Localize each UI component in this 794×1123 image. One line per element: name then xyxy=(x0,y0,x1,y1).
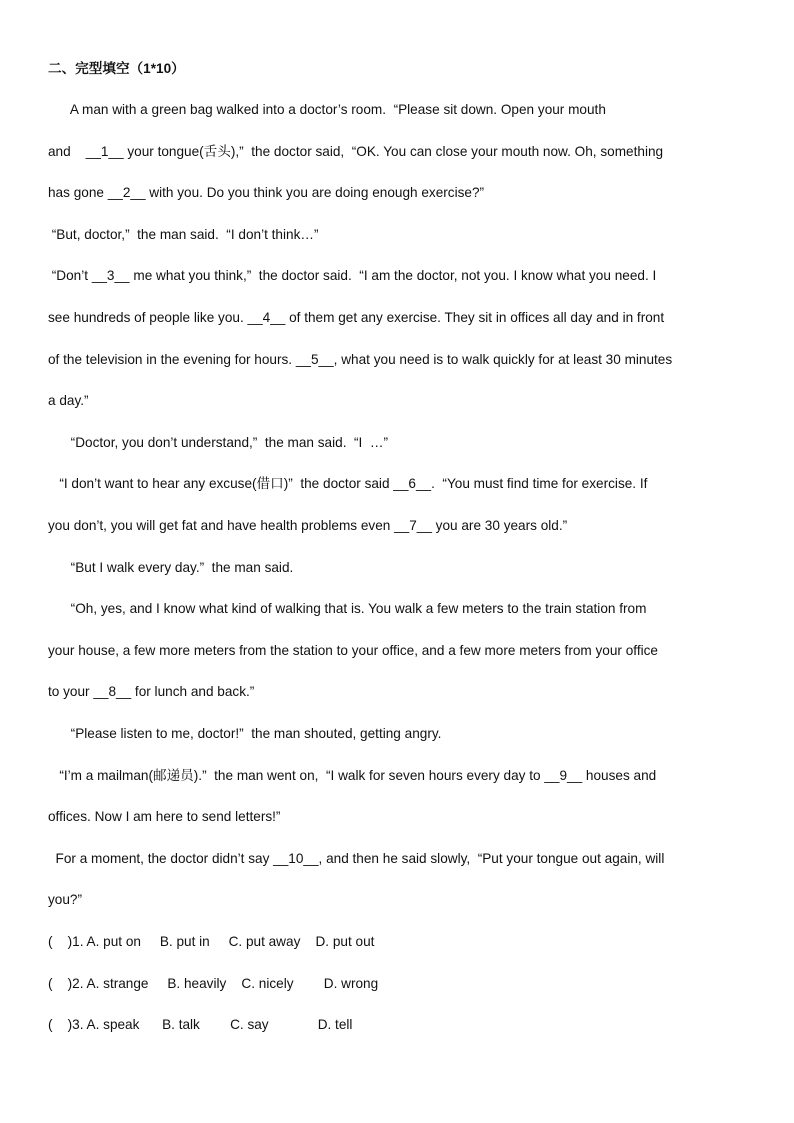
passage-line: “I don’t want to hear any excuse(借口)” the doctor said __6__. “You must find time for exercise. If xyxy=(48,476,648,491)
passage-line: “Please listen to me, doctor!” the man shouted, getting angry. xyxy=(48,726,442,741)
section-title: 二、完型填空（1*10） xyxy=(48,61,185,76)
passage-line: and __1__ your tongue(舌头),” the doctor said, “OK. You can close your mouth now. Oh, something xyxy=(48,144,664,159)
passage-line: For a moment, the doctor didn’t say __10__, and then he said slowly, “Put your tongue out again, will xyxy=(48,851,665,866)
passage-line: has gone __2__ with you. Do you think you are doing enough exercise?” xyxy=(48,185,485,200)
passage-line: you?” xyxy=(48,892,83,907)
passage-line: offices. Now I am here to send letters!” xyxy=(48,809,281,824)
passage-line: “Oh, yes, and I know what kind of walking that is. You walk a few meters to the train station from xyxy=(48,601,647,616)
passage-line: a day.” xyxy=(48,393,89,408)
passage-line: A man with a green bag walked into a doctor’s room. “Please sit down. Open your mouth xyxy=(48,102,606,117)
passage-line: “Don’t __3__ me what you think,” the doctor said. “I am the doctor, not you. I know what you need. I xyxy=(48,268,657,283)
passage-line: to your __8__ for lunch and back.” xyxy=(48,684,255,699)
passage-line: “I’m a mailman(邮递员).” the man went on, “I walk for seven hours every day to __9__ houses and xyxy=(48,768,657,783)
passage-line: of the television in the evening for hours. __5__, what you need is to walk quickly for at least 30 minutes xyxy=(48,352,673,367)
question-1: ( )1. A. put on B. put in C. put away D. put out xyxy=(48,934,375,949)
passage-line: “But, doctor,” the man said. “I don’t think…” xyxy=(48,227,319,242)
passage-line: see hundreds of people like you. __4__ of them get any exercise. They sit in offices all day and in front xyxy=(48,310,665,325)
passage-line: you don’t, you will get fat and have health problems even __7__ you are 30 years old.” xyxy=(48,518,568,533)
question-3: ( )3. A. speak B. talk C. say D. tell xyxy=(48,1017,353,1032)
question-2: ( )2. A. strange B. heavily C. nicely D. wrong xyxy=(48,976,379,991)
passage-line: your house, a few more meters from the station to your office, and a few more meters from your office xyxy=(48,643,658,658)
passage-line: “But I walk every day.” the man said. xyxy=(48,560,294,575)
passage-line: “Doctor, you don’t understand,” the man said. “I …” xyxy=(48,435,388,450)
